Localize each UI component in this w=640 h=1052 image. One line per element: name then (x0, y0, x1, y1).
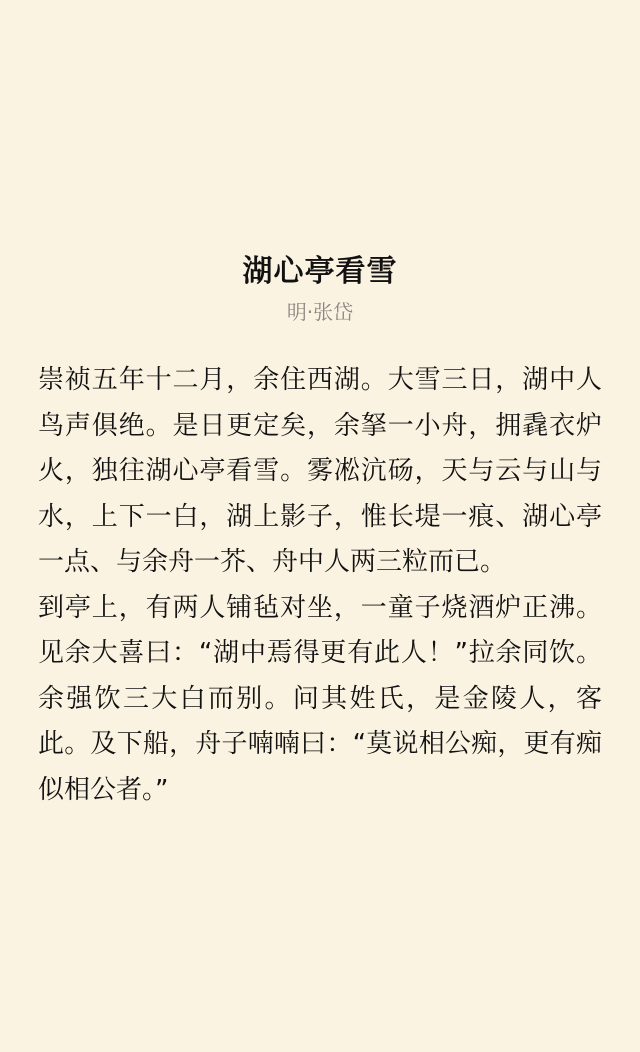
article-body (38, 358, 602, 813)
article-title: 湖心亭看雪 (242, 254, 398, 290)
article-paragraph-2: 到亭上，有两人铺毡对坐，一童子烧酒炉正沸。见余大喜曰：“湖中焉得更有此人！”拉余同饮。余强饮三大白而别。问其姓氏，是金陵人，客此。及下船，舟子喃喃曰：“莫说相公痴，更有痴似相公者。” (38, 592, 602, 805)
article-paragraph-1: 崇祯五年十二月，余住西湖。大雪三日，湖中人鸟声俱绝。是日更定矣，余拏一小舟，拥毳衣炉火，独往湖心亭看雪。雾凇沆砀，天与云与山与水，上下一白，湖上影子，惟长堤一痕、湖心亭一点、与余舟一芥、舟中人两三粒而已。 (38, 365, 602, 577)
article-author: 明·张岱 (286, 300, 354, 324)
